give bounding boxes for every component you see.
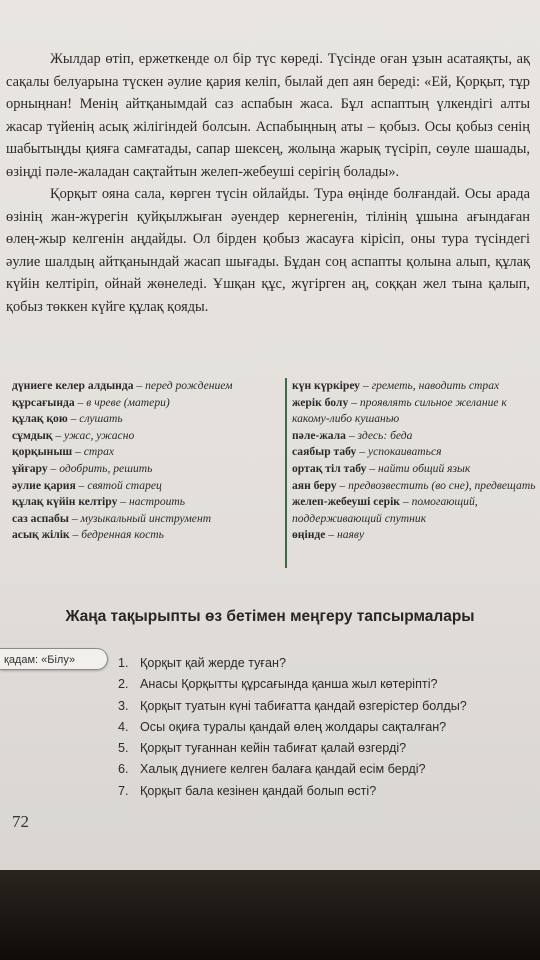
glossary-term: саз аспабы: [12, 511, 69, 525]
question-text: Осы оқиға туралы қандай өлең жолдары сақталған?: [140, 719, 447, 734]
glossary-term: ұйғару: [12, 461, 48, 475]
glossary-dash: –: [356, 445, 368, 459]
glossary-right: [292, 378, 536, 544]
glossary-meaning: святой старец: [87, 478, 162, 492]
glossary-dash: –: [348, 395, 360, 409]
glossary-meaning: здесь: беда: [357, 428, 413, 442]
question-item: [118, 781, 534, 802]
glossary-term: әулие қария: [12, 478, 76, 492]
question-number: 3.: [118, 698, 129, 713]
table-background: [0, 870, 540, 960]
glossary-dash: –: [133, 379, 146, 392]
glossary-dash: –: [52, 428, 65, 442]
glossary-entry: [292, 395, 536, 428]
glossary-dash: –: [75, 478, 88, 492]
question-item: [118, 674, 534, 695]
glossary-meaning: ужас, ужасно: [64, 428, 135, 442]
question-item: [118, 738, 534, 759]
glossary-meaning: одобрить, решить: [59, 461, 153, 475]
page-number: 72: [12, 812, 29, 831]
glossary-meaning: помогающий, поддерживающий спутник: [292, 495, 478, 525]
question-number: 2.: [118, 677, 129, 692]
glossary-term: құрсағында: [12, 395, 75, 409]
glossary-entry: [292, 478, 536, 495]
glossary-entry: [292, 461, 536, 478]
question-item: [118, 759, 534, 780]
glossary-term: құлақ күйін келтіру: [12, 495, 118, 509]
glossary-dash: –: [67, 412, 80, 426]
glossary-entry: [12, 444, 284, 461]
glossary-meaning: слушать: [79, 412, 123, 426]
glossary-dash: –: [74, 395, 87, 409]
glossary-entry: [292, 527, 536, 544]
glossary-meaning: музыкальный инструмент: [80, 511, 212, 525]
glossary-term: күн күркіреу: [292, 379, 360, 392]
glossary-meaning: предвозвестить (во сне), предвещать: [348, 478, 536, 492]
glossary-entry: [12, 395, 284, 412]
question-number: 6.: [118, 762, 129, 777]
question-text: Қорқыт туатын күні табиғатта қандай өзгерістер болды?: [140, 698, 467, 713]
question-text: Анасы Қорқытты құрсағында қанша жыл көтеріпті?: [140, 677, 438, 692]
step-tab: қадам: «Білу»: [0, 648, 108, 670]
glossary-term: жерік болу: [292, 395, 349, 409]
glossary-entry: [12, 378, 284, 395]
glossary-meaning: греметь, наводить страх: [371, 379, 500, 392]
glossary-term: желеп-жебеуші серік: [292, 495, 400, 509]
glossary-meaning: найти общий язык: [378, 461, 471, 475]
glossary-dash: –: [47, 461, 60, 475]
glossary-dash: –: [399, 495, 412, 509]
glossary-meaning: проявлять сильное желание к какому-либо кушанью: [292, 395, 507, 426]
glossary-term: қорқыныш: [12, 445, 73, 459]
glossary-entry: [12, 527, 284, 544]
glossary-entry: [12, 478, 284, 495]
question-number: 4.: [118, 719, 129, 734]
glossary-entry: [292, 378, 536, 395]
question-item: [118, 717, 534, 738]
glossary-term: пәле-жала: [292, 428, 346, 442]
question-text: Қорқыт бала кезінен қандай болып өсті?: [140, 783, 377, 798]
glossary-term: саябыр табу: [292, 445, 357, 459]
glossary-term: өңінде: [292, 528, 326, 542]
question-text: Халық дүниеге келген балаға қандай есім берді?: [140, 762, 426, 777]
glossary-term: дүниеге келер алдында: [12, 379, 134, 392]
story-text: [6, 48, 530, 318]
glossary-meaning: страх: [83, 445, 115, 459]
section-heading: Жаңа тақырыпты өз бетімен меңгеру тапсырмалары: [65, 608, 475, 625]
paragraph-2: Қорқыт ояна сала, көрген түсін ойлайды. Тура өңінде болғандай. Осы арада өзінің жан-жүрегін қуйқылжыған әуендер кернегенін, тілінің ұшына ағындаған өлең-жыр келгенін аңдайды. Ол бірден қобыз жасауға кірісіп, оны тура түсіндегі әулие шалдың айтқанындай жасап шығады. Бұдан соң аспапты қолына алып, құлақ күйін келтіріп, ойнай жөнеледі. Ұшқан құс, жүгірген аң, соққан жел тына қалып, қобыз төккен күйге құлақ қояды.: [6, 186, 530, 315]
glossary-dash: –: [117, 495, 129, 509]
glossary-dash: –: [336, 478, 349, 492]
question-number: 5.: [118, 741, 129, 756]
paragraph-1: Жылдар өтіп, ержеткенде ол бір түс көреді. Түсінде оған ұзын асатаяқты, ақ сақалы белуарына түскен әулие қария келіп, былай деп аян береді: «Ей, Қорқыт, тұр орныңнан! Менің айтқанымдай саз аспабын жаса. Бұл аспаптың үлкендігі алты жасар түйенің асық жілігіндей болсын. Аспабыңның аты – қобыз. Осы қобыз сенің шабытыңды қияға самғатады, сапар шексең, жолыңа жарық түсіріп, сөуле шашады, өзіңді пәле-жаладан сақтайтын желеп-жебеуші серігің болады».: [6, 51, 530, 180]
glossary-dash: –: [69, 528, 82, 542]
glossary-meaning: в чреве (матери): [86, 395, 170, 409]
glossary-entry: [12, 461, 284, 478]
glossary-dash: –: [325, 528, 337, 542]
glossary-meaning: наяву: [336, 528, 365, 542]
glossary-meaning: успокаиваться: [367, 445, 442, 459]
glossary-entry: [292, 428, 536, 445]
question-number: 1.: [118, 656, 129, 670]
glossary-entry: [12, 411, 284, 428]
glossary-meaning: бедренная кость: [81, 528, 164, 542]
glossary-dash: –: [345, 428, 358, 442]
question-item: [118, 696, 534, 717]
glossary-term: ортақ тіл табу: [292, 461, 367, 475]
glossary-meaning: перед рождением: [145, 379, 233, 392]
glossary-entry: [292, 444, 536, 461]
glossary-term: құлақ қою: [12, 412, 68, 426]
question-text: Қорқыт туғаннан кейін табиғат қалай өзгерді?: [140, 741, 407, 756]
glossary-entry: [12, 511, 284, 528]
glossary-entry: [12, 428, 284, 445]
glossary-divider: [285, 378, 287, 568]
question-text: Қорқыт қай жерде туған?: [140, 656, 286, 670]
glossary-dash: –: [359, 379, 372, 392]
glossary-term: сұмдық: [12, 428, 53, 442]
glossary-entry: [12, 494, 284, 511]
glossary-left: [12, 378, 284, 544]
glossary-dash: –: [68, 511, 81, 525]
glossary-term: асық жілік: [12, 528, 70, 542]
glossary-entry: [292, 494, 536, 527]
glossary-meaning: настроить: [128, 495, 186, 509]
questions-list: [118, 653, 534, 802]
glossary-term: аян беру: [292, 478, 337, 492]
glossary-dash: –: [366, 461, 379, 475]
glossary-dash: –: [72, 445, 84, 459]
question-item: [118, 653, 534, 674]
question-number: 7.: [118, 783, 129, 798]
